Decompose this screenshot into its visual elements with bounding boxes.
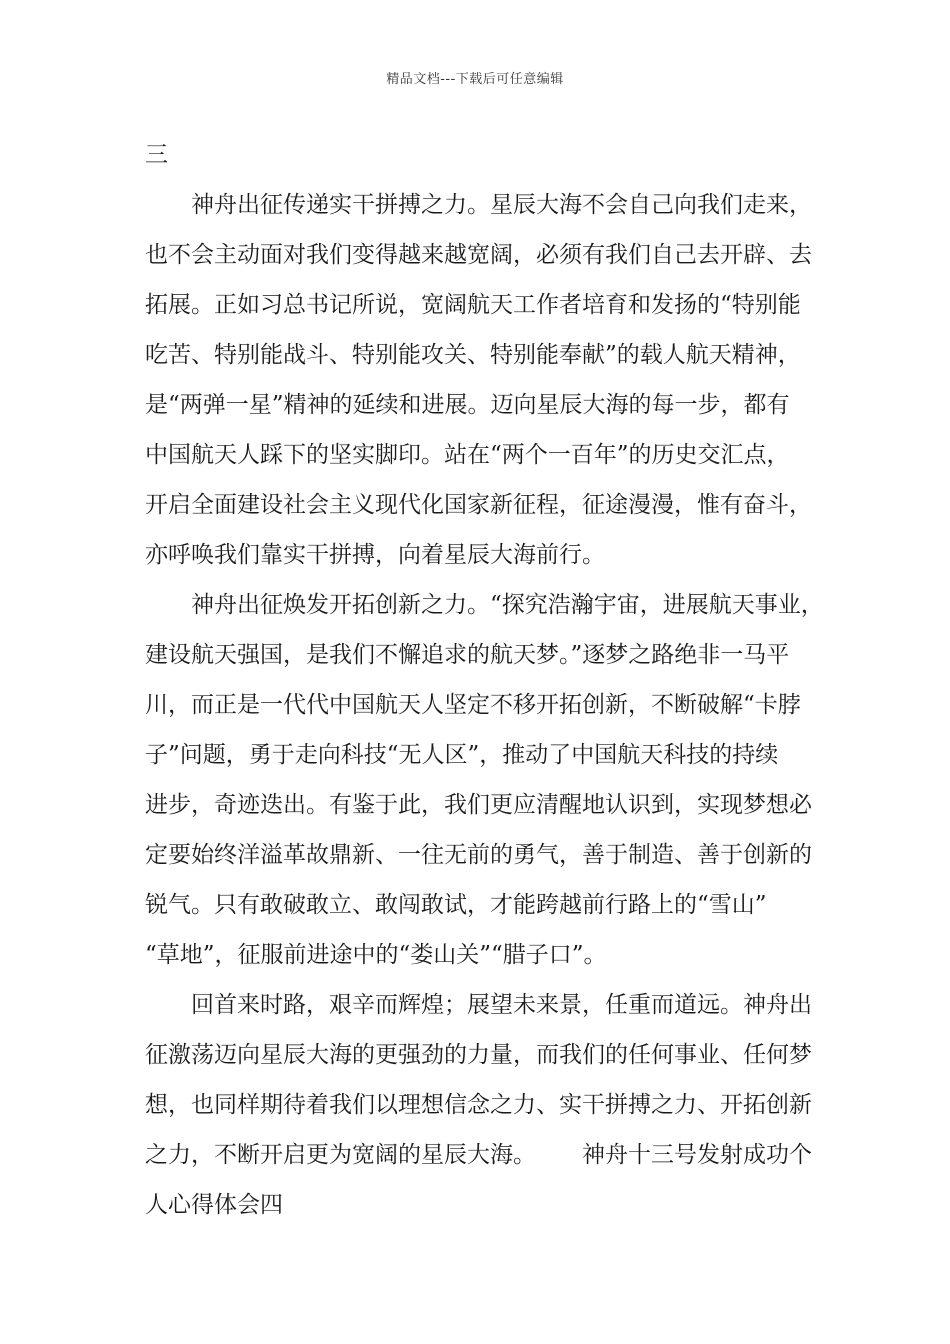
text-segment: 之力，不断开启更为宽阔的星辰大海。 — [145, 1142, 536, 1168]
text-line: 定要始终洋溢革故鼎新、一往无前的勇气，善于制造、善于创新的 — [145, 842, 812, 868]
text-line: 锐气。只有敢破敢立、敢闯敢试，才能跨越前行路上的“雪山” — [145, 892, 767, 918]
text-line: 是“两弹一星”精神的延续和进展。迈向星辰大海的每一步，都有 — [145, 392, 790, 418]
paragraph-line: 神舟出征传递实干拼搏之力。星辰大海不会自己向我们走来， — [191, 192, 812, 218]
paragraph-line: 神舟出征焕发开拓创新之力。“探究浩瀚宇宙，进展航天事业， — [191, 592, 824, 618]
text-line: 进步，奇迹迭出。有鉴于此，我们更应清醒地认识到，实现梦想必 — [145, 792, 812, 818]
text-line: 子”问题，勇于走向科技“无人区”，推动了中国航天科技的持续 — [145, 742, 779, 768]
text-line: 建设航天强国，是我们不懈追求的航天梦。”逐梦之路绝非一马平 — [145, 642, 790, 668]
text-line: 三 — [145, 142, 168, 168]
text-line: 中国航天人踩下的坚实脚印。站在“两个一百年”的历史交汇点， — [145, 442, 790, 468]
text-line: 也不会主动面对我们变得越来越宽阔，必须有我们自己去开辟、去 — [145, 242, 812, 268]
document-body — [145, 130, 824, 1230]
page-header: 精品文档---下载后可任意编辑 — [386, 72, 564, 87]
text-line — [145, 1130, 810, 1180]
section-title-start: 神舟十三号发射成功个 — [582, 1142, 812, 1168]
text-line: 亦呼唤我们靠实干拼搏，向着星辰大海前行。 — [145, 542, 605, 568]
text-line: 征激荡迈向星辰大海的更强劲的力量，而我们的任何事业、任何梦 — [145, 1042, 812, 1068]
section-title-end: 人心得体会四 — [145, 1192, 283, 1218]
text-line: 拓展。正如习总书记所说，宽阔航天工作者培育和发扬的“特别能 — [145, 292, 801, 318]
text-line: 想，也同样期待着我们以理想信念之力、实干拼搏之力、开拓创新 — [145, 1092, 812, 1118]
paragraph-line: 回首来时路，艰辛而辉煌；展望未来景，任重而道远。神舟出 — [191, 992, 812, 1018]
text-line: “草地”，征服前进途中的“娄山关”“腊子口”。 — [145, 942, 607, 968]
text-line: 川，而正是一代代中国航天人坚定不移开拓创新，不断破解“卡脖 — [145, 692, 801, 718]
text-line: 吃苦、特别能战斗、特别能攻关、特别能奉献”的载人航天精神， — [145, 342, 801, 368]
text-line: 开启全面建设社会主义现代化国家新征程，征途漫漫，惟有奋斗， — [145, 492, 812, 518]
